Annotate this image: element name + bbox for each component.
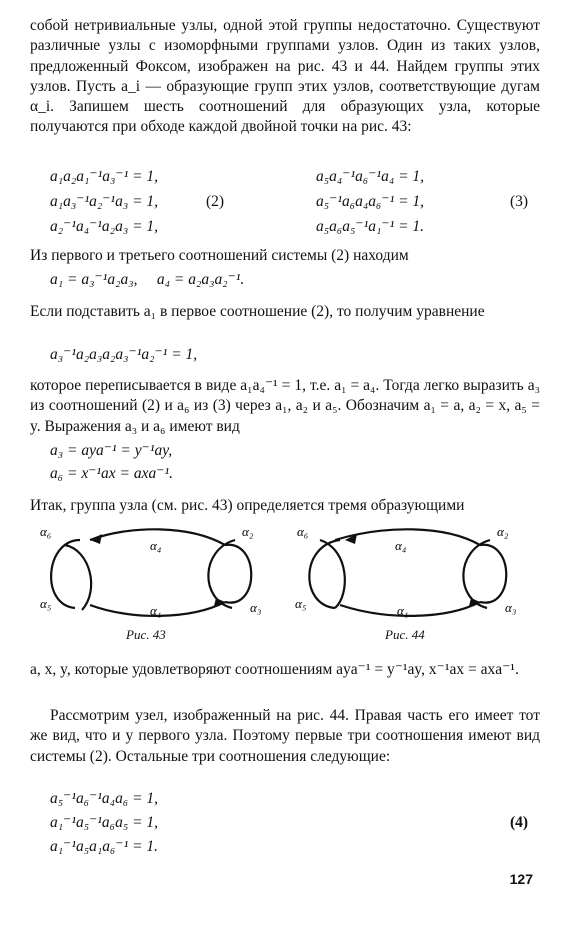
fig44-label-a6: α₆ [297, 524, 309, 539]
figure-44-knot [285, 520, 535, 635]
fig43-label-a6: α₆ [40, 524, 52, 539]
paragraph-3: Если подставить a₁ в первое соотношение (2), то получим уравнение [30, 303, 485, 320]
fig44-label-a4: α₄ [395, 538, 407, 553]
eq-found: a₁ = a₃⁻¹a₂a₃, a₄ = a₂a₃a₂⁻¹. [50, 271, 245, 288]
eq-3-line-3: a₅a₆a₅⁻¹a₁⁻¹ = 1. [316, 218, 425, 235]
eq-4-line-3: a₁⁻¹a₅a₁a₆⁻¹ = 1. [50, 838, 159, 855]
fig44-caption: Рис. 44 [385, 627, 425, 642]
figure-43-knot [20, 520, 270, 635]
eq-4-line-1: a₅⁻¹a₆⁻¹a₄a₆ = 1, [50, 790, 159, 807]
eq-2-line-2: a₁a₃⁻¹a₂⁻¹a₃ = 1, [50, 193, 159, 210]
eq-substituted: a₃⁻¹a₂a₃a₂a₃⁻¹a₂⁻¹ = 1, [50, 346, 198, 363]
page-number: 127 [509, 871, 533, 887]
fig44-label-a5: α₅ [295, 596, 307, 611]
eq-2-line-1: a₁a₂a₁⁻¹a₃⁻¹ = 1, [50, 168, 159, 185]
fig44-label-a1: α₁ [397, 603, 409, 618]
eq-4-number: (4) [510, 814, 529, 831]
fig43-label-a1: α₁ [150, 603, 162, 618]
fig43-label-a2: α₂ [242, 524, 254, 539]
eq-2-number: (2) [206, 193, 225, 210]
fig43-label-a5: α₅ [40, 596, 52, 611]
paragraph-2: Из первого и третьего соотношений системы (2) находим [30, 247, 409, 264]
eq-3-line-2: a₅⁻¹a₆a₄a₆⁻¹ = 1, [316, 193, 425, 210]
fig43-label-a4: α₄ [150, 538, 162, 553]
paragraph-1: собой нетривиальные узлы, одной этой группы недостаточно. Существуют различные узлы с изоморфными группами узлов. Один из таких узлов, предложенный Фоксом, изображен на рис. 43 и 44. Найдем группы этих узлов. Пусть a_i — образующие групп этих узлов, соответствующие дугам α_i. Запишем шесть соотношений для образующих узла, которые получаются при обходе каждой двойной точки на рис. 43: [30, 17, 540, 136]
fig43-caption: Рис. 43 [126, 627, 166, 642]
fig44-arrows [345, 534, 480, 606]
eq-3-number: (3) [510, 193, 529, 210]
fig44-label-a2: α₂ [497, 524, 509, 539]
eq-4-line-2: a₁⁻¹a₅⁻¹a₆a₅ = 1, [50, 814, 159, 831]
eq-3-line-1: a₅a₄⁻¹a₆⁻¹a₄ = 1, [316, 168, 425, 185]
eq-2-line-3: a₂⁻¹a₄⁻¹a₂a₃ = 1, [50, 218, 159, 235]
paragraph-7: Рассмотрим узел, изображенный на рис. 44. Правая часть его имеет тот же вид, что и у первого узла. Поэтому первые три соотношения имеют вид системы (2). Остальные три соотношения следующие: [30, 707, 540, 765]
paragraph-4: которое переписывается в виде a₁a₄⁻¹ = 1, т.е. a₁ = a₄. Тогда легко выразить a₃ из соотношений (2) и a₆ из (3) через a₁, a₂ и a₅. Обозначим a₁ = a, a₂ = x, a₅ = y. Выражения a₃ и a₆ имеют вид [30, 377, 540, 435]
paragraph-5: Итак, группа узла (см. рис. 43) определяется тремя образующими [30, 497, 465, 514]
fig44-label-a3: α₃ [505, 600, 517, 615]
paragraph-6: a, x, y, которые удовлетворяют соотношениям aya⁻¹ = y⁻¹ay, x⁻¹ax = axa⁻¹. [30, 661, 519, 678]
eq-a3: a₃ = aya⁻¹ = y⁻¹ay, [50, 442, 173, 459]
eq-a6: a₆ = x⁻¹ax = axa⁻¹. [50, 465, 173, 482]
fig43-label-a3: α₃ [250, 600, 262, 615]
